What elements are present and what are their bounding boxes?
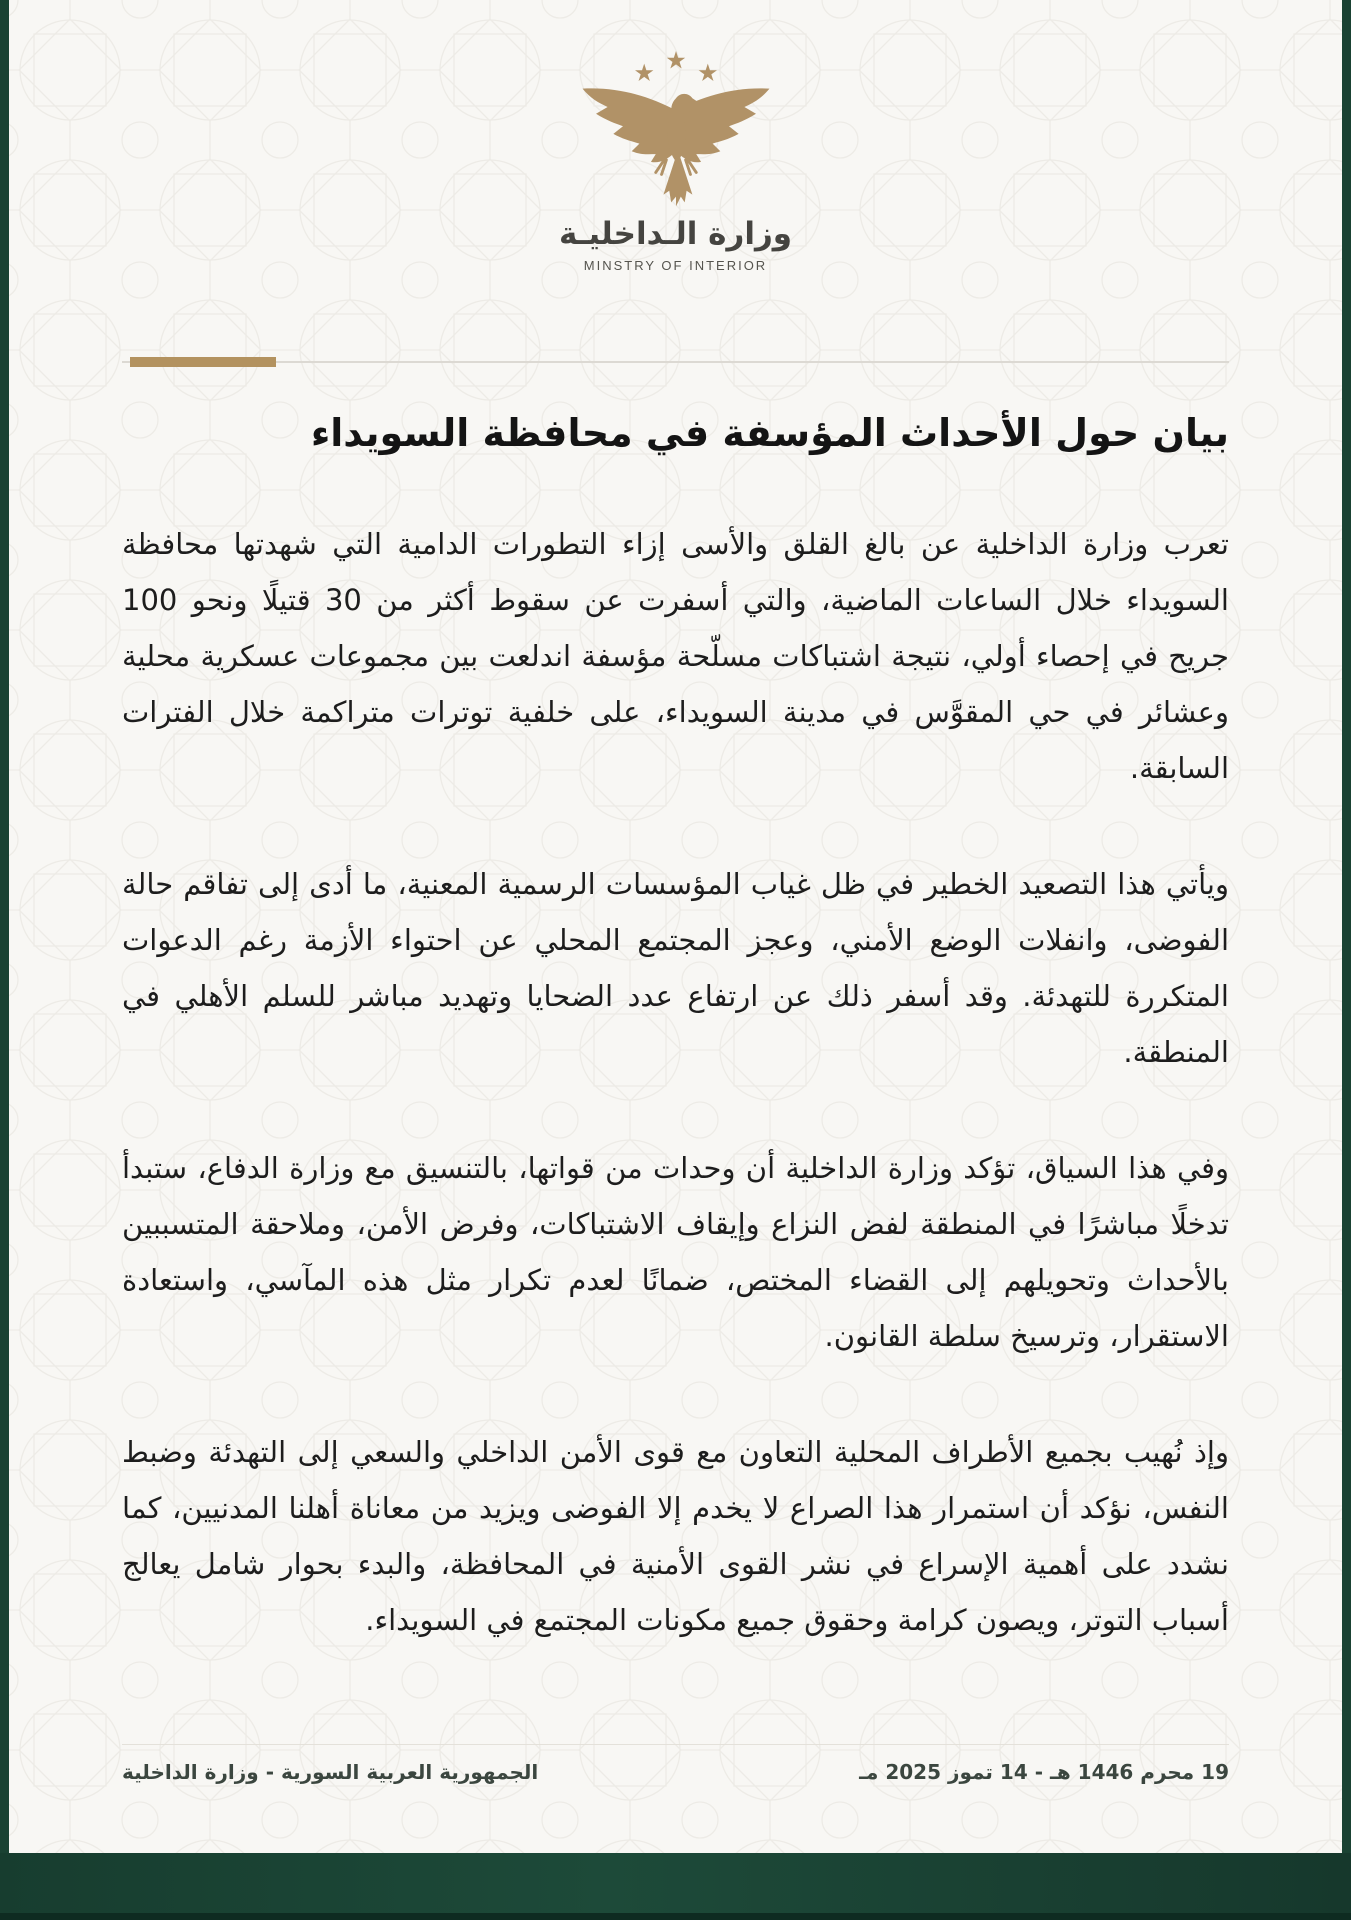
statement-paragraph-3: وفي هذا السياق، تؤكد وزارة الداخلية أن وحدات من قواتها، بالتنسيق مع وزارة الدفاع، ستبدأ تدخلًا مباشرًا في المنطقة لفض النزاع وإيقاف الاشتباكات، وفرض الأمن، وملاحقة المتسببين بالأحداث وتحويلهم إلى القضاء المختص، ضمانًا لعدم تكرار مثل هذه المآسي، واستعادة الاستقرار، وترسيخ سلطة القانون. [122, 1151, 1229, 1354]
footer [122, 1760, 1229, 1784]
ministry-name-english: MINSTRY OF INTERIOR [583, 258, 768, 273]
ministry-header [122, 0, 1229, 273]
header-separator-line [122, 361, 1229, 363]
statement-paragraph-2: ويأتي هذا التصعيد الخطير في ظل غياب المؤسسات الرسمية المعنية، ما أدى إلى تفاقم حالة الفوضى، وانفلات الوضع الأمني، وعجز المجتمع المحلي عن احتواء الأزمة رغم الدعوات المتكررة للتهدئة. وقد أسفر ذلك عن ارتفاع عدد الضحايا وتهديد مباشر للسلم الأهلي في المنطقة. [122, 867, 1229, 1070]
left-green-edge-bar [0, 0, 9, 1920]
gold-accent-bar [130, 357, 276, 367]
eagle-emblem-icon [570, 50, 782, 214]
right-green-edge-bar [1342, 0, 1351, 1920]
logo-stars [635, 51, 717, 81]
footer-date-text: 19 محرم 1446 هـ - 14 تموز 2025 مـ [859, 1760, 1229, 1784]
bottom-green-bar [0, 1853, 1351, 1920]
statement-body [122, 516, 1229, 1648]
footer-org-text: الجمهورية العربية السورية - وزارة الداخلية [122, 1760, 539, 1784]
statement-title: بيان حول الأحداث المؤسفة في محافظة السويداء [310, 411, 1229, 455]
statement-paragraph-4: وإذ نُهيب بجميع الأطراف المحلية التعاون مع قوى الأمن الداخلي والسعي إلى التهدئة وضبط النفس، نؤكد أن استمرار هذا الصراع لا يخدم إلا الفوضى ويزيد من معاناة أهلنا المدنيين، كما نشدد على أهمية الإسراع في نشر القوى الأمنية في المحافظة، والبدء بحوار شامل يعالج أسباب التوتر، ويصون كرامة وحقوق جميع مكونات المجتمع في السويداء. [122, 1435, 1229, 1638]
statement-paragraph-1: تعرب وزارة الداخلية عن بالغ القلق والأسى إزاء التطورات الدامية التي شهدتها محافظة السويداء خلال الساعات الماضية، والتي أسفرت عن سقوط أكثر من 30 قتيلًا ونحو 100 جريح في إحصاء أولي، نتيجة اشتباكات مسلّحة مؤسفة اندلعت بين مجموعات عسكرية محلية وعشائر في حي المقوَّس في مدينة السويداء، على خلفية توترات متراكمة خلال الفترات السابقة. [122, 527, 1229, 786]
ministry-name-arabic: وزارة الـداخليـة [558, 216, 793, 252]
footer-separator-line [122, 1744, 1229, 1745]
